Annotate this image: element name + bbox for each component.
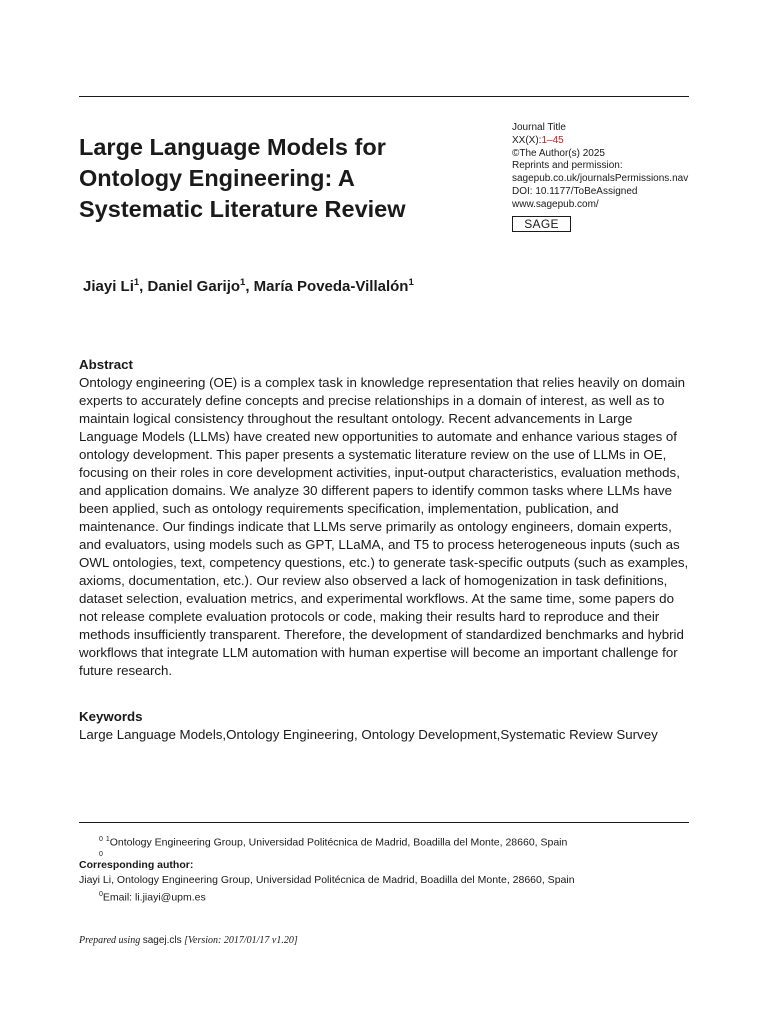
journal-meta: [512, 122, 712, 212]
author-name: Jiayi Li: [83, 278, 134, 295]
abstract-text: Ontology engineering (OE) is a complex task in knowledge representation that relies heavily on domain experts to accurately define concepts and precise relationships in a domain of interest, as well as to maintain logical consistency throughout the resultant ontology. Recent advancements in Large Language Models (LLMs) have created new opportunities to automate and enhance various stages of ontology development. This paper presents a systematic literature review on the use of LLMs in OE, focusing on their roles in core development activities, input-output characteristics, evaluation methods, and application domains. We analyze 30 different papers to identify common tasks where LLMs have been applied, such as ontology requirements specification, implementation, publication, and maintenance. Our findings indicate that LLMs serve primarily as ontology engineers, domain experts, and evaluators, using models such as GPT, LLaMA, and T5 to process heterogeneous inputs (such as OWL ontologies, text, competency questions, etc.) to generate task-specific outputs (such as examples, axioms, documentation, etc.). Our review also observed a lack of homogenization in task definitions, dataset selection, evaluation metrics, and experimental workflows. At the same time, some papers do not release complete evaluation protocols or code, making their results hard to reproduce and their methods insufficiently transparent. Therefore, the development of standardized benchmarks and hybrid workflows that integrate LLM automation with human expertise will become an important challenge for future research.: [79, 375, 689, 678]
abstract-heading: Abstract: [79, 357, 133, 372]
footnote-rule: [79, 822, 689, 823]
keywords-text: Large Language Models,Ontology Engineering, Ontology Development,Systematic Review Survey: [79, 727, 658, 742]
website: www.sagepub.com/: [512, 198, 599, 210]
corresponding-author-heading: Corresponding author:: [79, 859, 194, 871]
footnote-marker: 0: [99, 851, 103, 858]
copyright: ©The Author(s) 2025: [512, 147, 605, 159]
page-range-link[interactable]: 1–45: [541, 134, 564, 146]
author-affil-sup: 1: [133, 277, 140, 288]
affiliation-footnote: [99, 833, 567, 850]
class-version: [Version: 2017/01/17 v1.20]: [181, 935, 298, 946]
keywords-heading: Keywords: [79, 709, 143, 724]
author-affil-sup: 1: [408, 277, 414, 288]
author-separator: ,: [245, 278, 254, 295]
journal-title: Journal Title: [512, 122, 566, 133]
prepared-using-footer: [79, 935, 298, 946]
doi: DOI: 10.1177/ToBeAssigned: [512, 185, 638, 197]
footnote-marker: 0: [99, 836, 103, 843]
author-name: María Poveda-Villalón: [253, 278, 409, 295]
author-separator: ,: [139, 278, 148, 295]
volume-pages: [512, 135, 712, 148]
class-file-name: sagej.cls: [142, 935, 182, 946]
corresponding-author-text: Jiayi Li, Ontology Engineering Group, Universidad Politécnica de Madrid, Boadilla del Monte, 28660, Spain: [79, 874, 575, 886]
reprints-label: Reprints and permission:: [512, 160, 623, 172]
prepared-prefix: Prepared using: [79, 935, 143, 946]
volume: XX(X):: [512, 134, 542, 146]
sage-logo: SAGE: [512, 216, 571, 232]
affiliation-text: Ontology Engineering Group, Universidad Politécnica de Madrid, Boadilla del Monte, 28660, Spain: [109, 836, 568, 849]
footnote-marker: 0: [99, 891, 103, 898]
header-rule: [79, 96, 689, 97]
affiliation-number: 1: [105, 836, 110, 843]
author-affil-sup: 1: [240, 277, 246, 288]
email-text: Email: li.jiayi@upm.es: [102, 891, 206, 904]
author-name: Daniel Garijo: [147, 278, 241, 295]
reprints-url: sagepub.co.uk/journalsPermissions.nav: [512, 173, 689, 185]
corresponding-email: [99, 888, 206, 905]
author-list: [83, 277, 414, 295]
paper-title: Large Language Models for Ontology Engineering: A Systematic Literature Review: [79, 134, 406, 222]
